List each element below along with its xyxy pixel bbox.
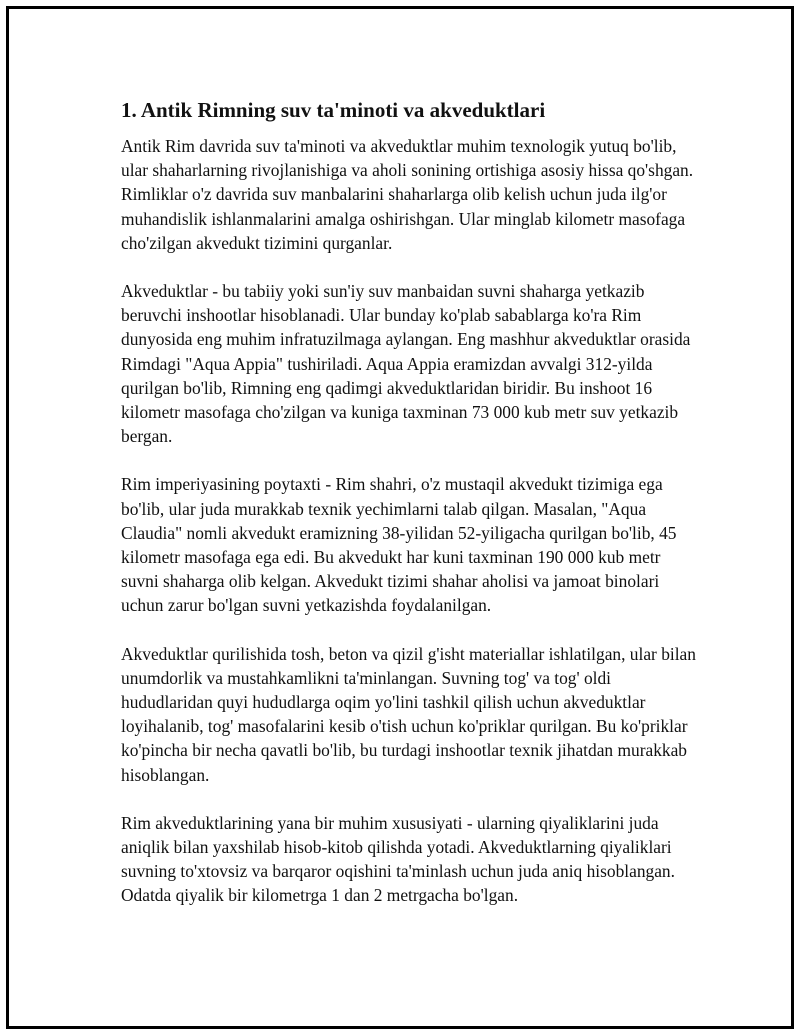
section-heading: 1. Antik Rimning suv ta'minoti va akveduktlari	[121, 98, 546, 122]
paragraph-3: Rim imperiyasining poytaxti - Rim shahri, o'z mustaqil akvedukt tizimiga ega bo'lib, ular juda murakkab texnik yechimlarni talab qilgan. Masalan, "Aqua Claudia" nomli akvedukt eramizning 38-yilidan 52-yiligacha qurilgan bo'lib, 45 kilometr masofaga ega edi. Bu akvedukt har kuni taxminan 190 000 kub metr suvni shaharga olib kelgan. Akvedukt tizimi shahar aholisi va jamoat binolari uchun zarur bo'lgan suvni yetkazishda foydalanilgan.	[121, 474, 677, 616]
paragraph-2: Akveduktlar - bu tabiiy yoki sun'iy suv manbaidan suvni shaharga yetkazib beruvchi inshootlar hisoblanadi. Ular bunday ko'plab sabablarga ko'ra Rim dunyosida eng muhim infratuzilmaga aylangan. Eng mashhur akveduktlar orasida Rimdagi "Aqua Appia" tushiriladi. Aqua Appia eramizdan avvalgi 312-yilda qurilgan bo'lib, Rimning eng qadimgi akveduktlaridan biridir. Bu inshoot 16 kilometr masofaga cho'zilgan va kuniga taxminan 73 000 kub metr suv yetkazib bergan.	[121, 281, 691, 447]
paragraph-5: Rim akveduktlarining yana bir muhim xususiyati - ularning qiyaliklarini juda aniqlik bilan yaxshilab hisob-kitob qilishda yotadi. Akveduktlarning qiyaliklari suvning to'xtovsiz va barqaror oqishini ta'minlash uchun juda aniq hisoblangan. Odatda qiyalik bir kilometrga 1 dan 2 metrgacha bo'lgan.	[121, 812, 675, 906]
paragraph-1: Antik Rim davrida suv ta'minoti va akveduktlar muhim texnologik yutuq bo'lib, ular shaharlarning rivojlanishiga va aholi sonining ortishiga asosiy hissa qo'shgan. Rimliklar o'z davrida suv manbalarini shaharlarga olib kelish uchun juda ilg'or muhandislik ishlanmalarini amalga oshirishgan. Ular minglab kilometr masofaga cho'zilgan akvedukt tizimini qurganlar.	[121, 136, 694, 253]
document-body	[121, 95, 696, 932]
document-page	[6, 6, 794, 1029]
paragraph-4: Akveduktlar qurilishida tosh, beton va qizil g'isht materiallar ishlatilgan, ular bilan unumdorlik va mustahkamlikni ta'minlangan. Suvning tog' va tog' oldi hududlaridan quyi hududlarga oqim yo'lini tashkil qilish uchun akveduktlar loyihalanib, tog' masofalarini kesib o'tish uchun ko'priklar qurilgan. Bu ko'priklar ko'pincha bir necha qavatli bo'lib, bu turdagi inshootlar texnik jihatdan murakkab hisoblangan.	[121, 643, 696, 785]
